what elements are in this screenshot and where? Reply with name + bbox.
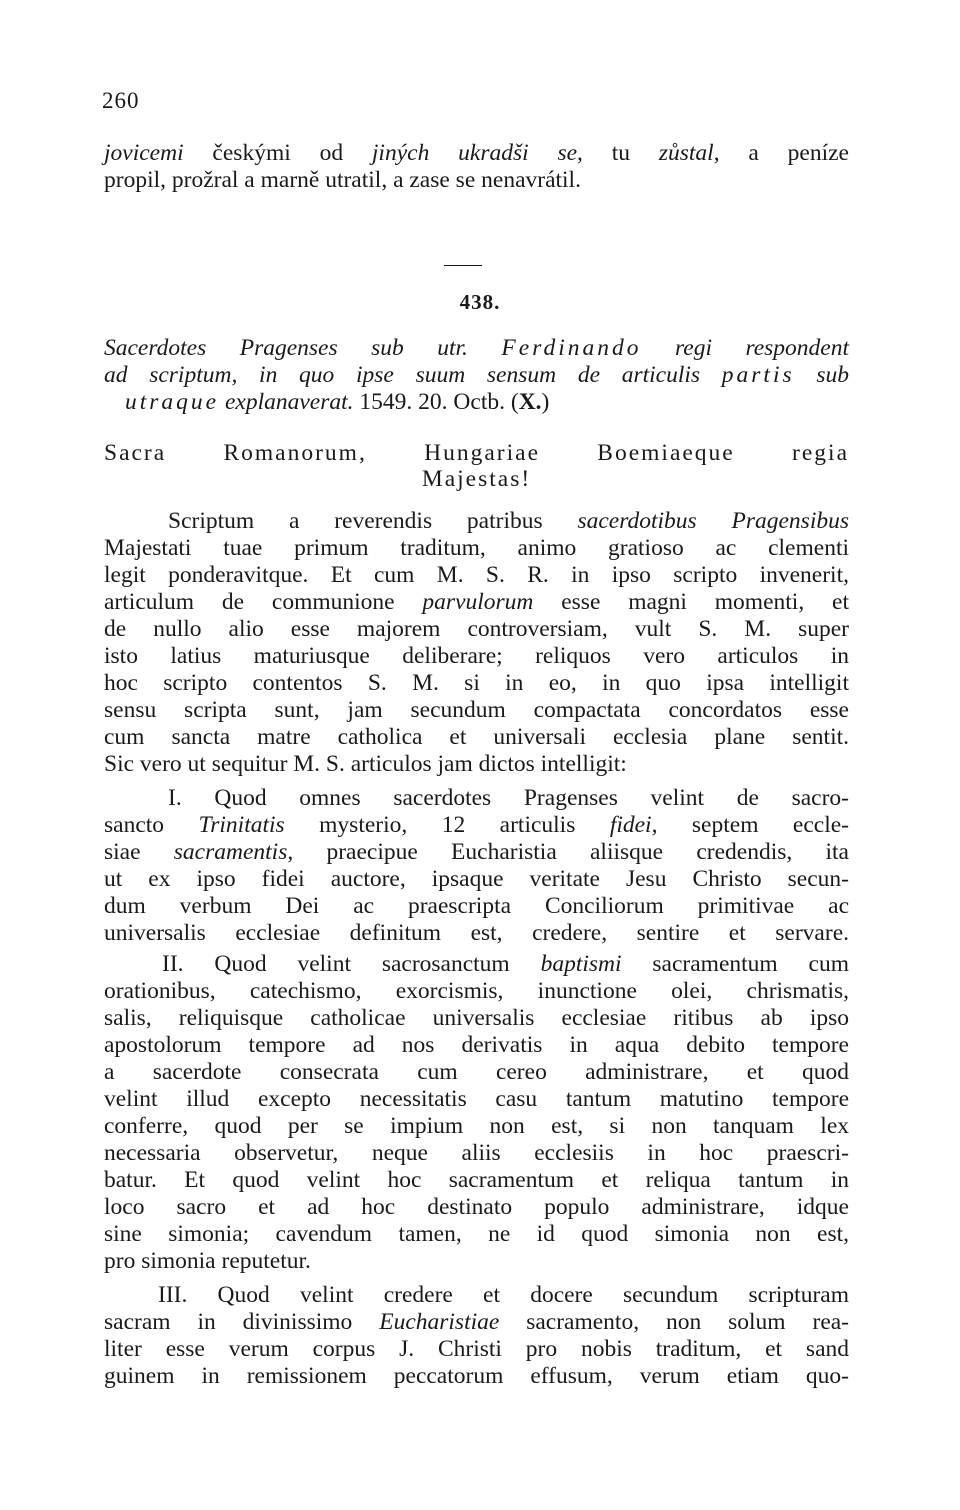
body-line: cum sancta matre catholica et universali ecclesia plane sentit.: [104, 724, 849, 750]
intro-line: utraque explanaverat. 1549. 20. Octb. (X.): [125, 389, 550, 415]
italic-word: jovicemi: [104, 140, 184, 166]
salutation-line: Majestas!: [421, 466, 532, 492]
body-line: hoc scripto contentos S. M. si in eo, in quo ipsa intelligit: [104, 670, 849, 696]
body-line: guinem in remissionem peccatorum effusum, verum etiam quo-: [104, 1363, 849, 1389]
body-line: velint illud excepto necessitatis casu tantum matutino tempore: [104, 1086, 849, 1112]
body-line: I. Quod omnes sacerdotes Pragenses velint de sacro-: [168, 785, 849, 811]
body-line: sancto Trinitatis mysterio, 12 articulis fidei, septem eccle-: [104, 812, 850, 838]
italic-word: jiných ukradši se: [371, 140, 578, 166]
body-line: apostolorum tempore ad nos derivatis in aqua debito tempore: [104, 1032, 849, 1058]
body-line: siae sacramentis, praecipue Eucharistia aliisque credendis, ita: [104, 839, 849, 865]
body-line: dum verbum Dei ac praescripta Conciliorum primitivae ac: [104, 893, 849, 919]
text-line: jovicemi českými od jiných ukradši se, tu zůstal, a peníze: [104, 140, 849, 166]
body-line: sacram in divinissimo Eucharistiae sacramento, non solum rea-: [104, 1309, 850, 1335]
body-line: universalis ecclesiae definitum est, credere, sentire et servare.: [104, 920, 849, 946]
italic-word: zůstal: [658, 140, 714, 166]
body-line: III. Quod velint credere et docere secundum scripturam: [158, 1282, 849, 1308]
body-line: batur. Et quod velint hoc sacramentum et reliqua tantum in: [104, 1167, 849, 1193]
body-line: isto latius maturiusque deliberare; reliquos vero articulos in: [104, 643, 849, 669]
body-line: loco sacro et ad hoc destinato populo administrare, idque: [104, 1194, 849, 1220]
body-line: conferre, quod per se impium non est, si non tanquam lex: [104, 1113, 849, 1139]
body-line: legit ponderavitque. Et cum M. S. R. in ipso scripto invenerit,: [104, 562, 849, 588]
body-line: II. Quod velint sacrosanctum baptismi sacramentum cum: [162, 951, 849, 977]
body-line: a sacerdote consecrata cum cereo administrare, et quod: [104, 1059, 849, 1085]
body-line: articulum de communione parvulorum esse magni momenti, et: [104, 589, 849, 615]
body-line: orationibus, catechismo, exorcismis, inunctione olei, chrismatis,: [104, 978, 849, 1004]
body-line: Majestati tuae primum traditum, animo gratioso ac clementi: [104, 535, 849, 561]
section-divider: [444, 265, 482, 266]
document-number: 438.: [459, 290, 501, 314]
intro-line: ad scriptum, in quo ipse suum sensum de articulis partis sub: [104, 362, 849, 388]
salutation-line: Sacra Romanorum, Hungariae Boemiaeque regia: [104, 440, 849, 466]
page-number: 260: [102, 88, 140, 113]
body-line: salis, reliquisque catholicae universalis ecclesiae ritibus ab ipso: [104, 1005, 849, 1031]
body-line: Sic vero ut sequitur M. S. articulos jam dictos intelligit:: [104, 751, 627, 777]
body-line: necessaria observetur, neque aliis ecclesiis in hoc praescri-: [104, 1140, 849, 1166]
body-line: liter esse verum corpus J. Christi pro nobis traditum, et sand: [104, 1336, 849, 1362]
intro-line: Sacerdotes Pragenses sub utr. Ferdinando regi respondent: [104, 335, 850, 361]
body-line: pro simonia reputetur.: [104, 1248, 311, 1274]
body-line: sine simonia; cavendum tamen, ne id quod simonia non est,: [104, 1221, 849, 1247]
body-line: sensu scripta sunt, jam secundum compactata concordatos esse: [104, 697, 849, 723]
body-line: de nullo alio esse majorem controversiam, vult S. M. super: [104, 616, 849, 642]
text-line: propil, prožral a marně utratil, a zase se nenavrátil.: [104, 167, 581, 193]
body-line: ut ex ipso fidei auctore, ipsaque veritate Jesu Christo secun-: [104, 866, 849, 892]
body-line: Scriptum a reverendis patribus sacerdotibus Pragensibus: [168, 508, 850, 534]
